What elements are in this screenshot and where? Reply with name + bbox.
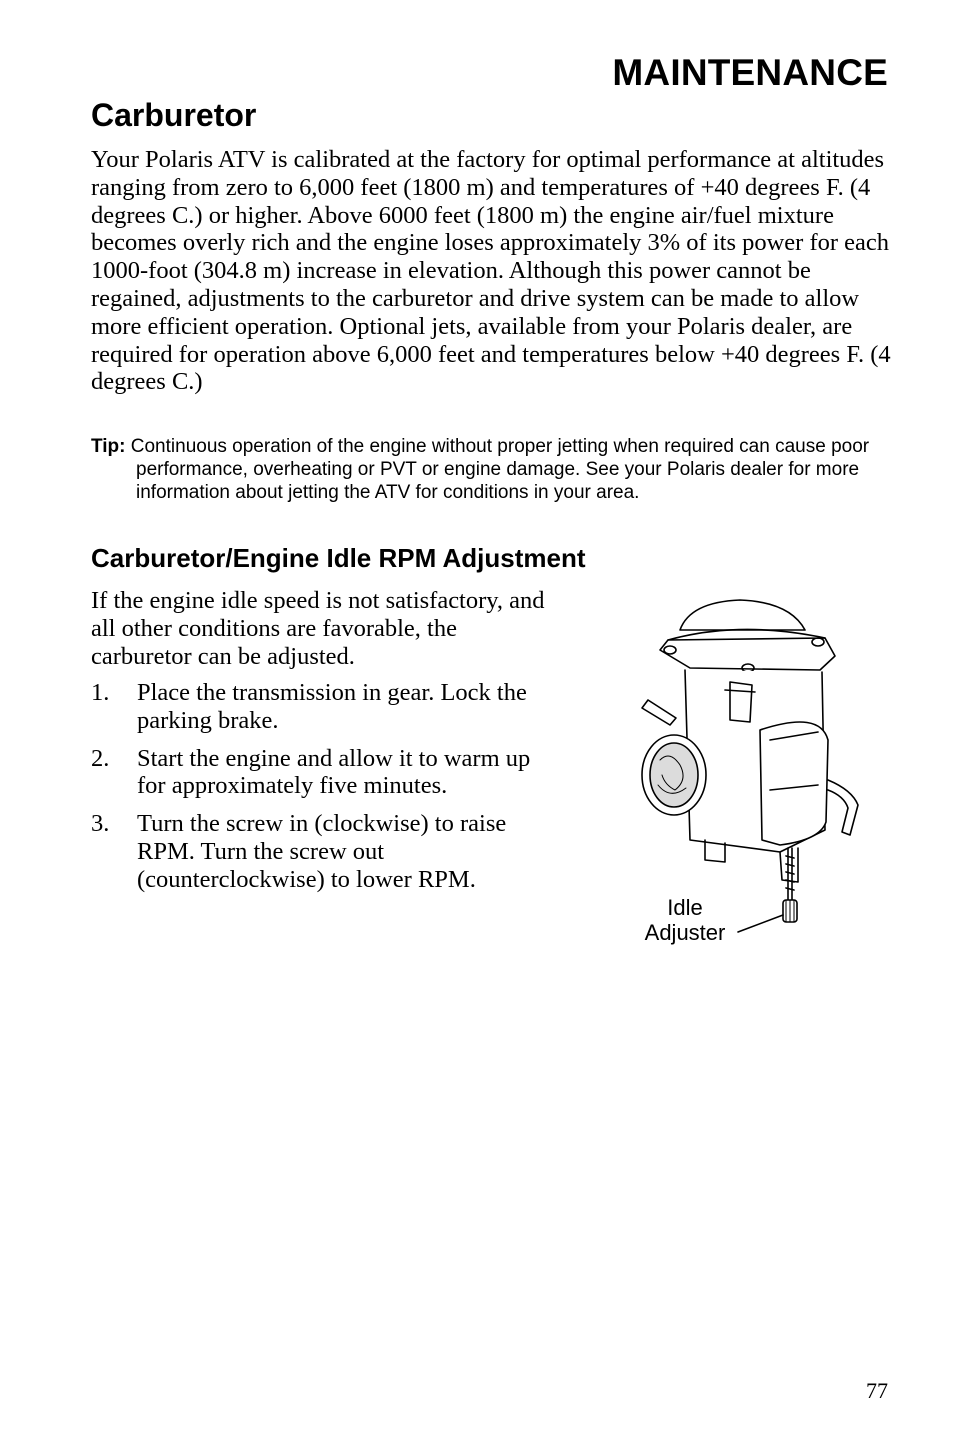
tip-label: Tip:: [91, 436, 126, 457]
list-item: [91, 810, 551, 893]
figure-label: [632, 895, 738, 945]
list-item: [91, 745, 551, 801]
adjustment-steps-list: [91, 679, 551, 904]
idle-adjustment-heading: Carburetor/Engine Idle RPM Adjustment: [91, 543, 586, 573]
intake-bore: [642, 735, 706, 815]
figure-label-line2: Adjuster: [644, 920, 726, 945]
tip-note: [91, 435, 891, 504]
carburetor-top-cap: [660, 600, 835, 672]
label-leader-line: [738, 915, 783, 932]
step-number: 3.: [91, 810, 110, 838]
figure-label-line1: Idle: [667, 895, 703, 920]
step-text: Start the engine and allow it to warm up for approximately five minutes.: [137, 744, 531, 800]
page-number: 77: [866, 1378, 888, 1403]
carburetor-heading: Carburetor: [91, 97, 257, 133]
step-text: Place the transmission in gear. Lock the parking brake.: [137, 679, 527, 734]
carburetor-body-paragraph: Your Polaris ATV is calibrated at the factory for optimal performance at altitudes ranging from zero to 6,000 feet (1800 m) and temperatures of +40 degrees F. (4 degrees C.) or higher. Above 6000 feet (1800 m) the engine air/fuel mixture becomes overly rich and the engine loses approximately 3% of its power for each 1000-foot (304.8 m) increase in elevation. Although this power cannot be regained, adjustments to the carburetor and drive system can be made to allow more efficient operation. Optional jets, available from your Polaris dealer, are required for operation above 6,000 feet and temperatures below +40 degrees F. (4 degrees C.): [91, 146, 891, 396]
step-number: 2.: [91, 744, 110, 772]
idle-adjustment-intro: If the engine idle speed is not satisfactory, and all other conditions are favorable, the carburetor can be adjusted.: [91, 587, 545, 670]
idle-adjuster-screw: [783, 848, 797, 922]
step-text: Turn the screw in (clockwise) to raise RPM. Turn the screw out (counterclockwise) to lower RPM.: [137, 810, 507, 893]
step-number: 1.: [91, 679, 110, 706]
list-item: [91, 679, 551, 735]
tip-text: Continuous operation of the engine without proper jetting when required can cause poor performance, overheating or PVT or engine damage. See your Polaris dealer for more information about jetting the ATV for conditions in your area.: [130, 436, 870, 503]
section-header: MAINTENANCE: [612, 52, 888, 93]
